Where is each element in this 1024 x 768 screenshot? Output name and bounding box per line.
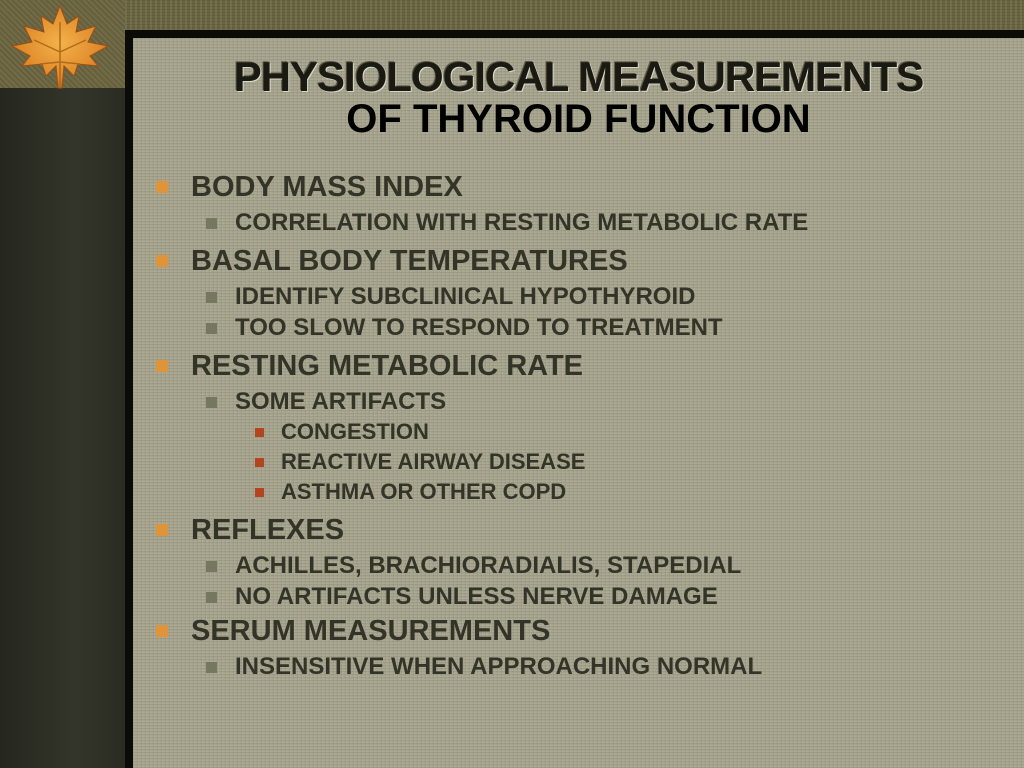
maple-leaf-icon <box>4 2 116 92</box>
list-item-text: CONGESTION <box>281 419 429 444</box>
bullet-list <box>150 168 1010 682</box>
list-item-text: INSENSITIVE WHEN APPROACHING NORMAL <box>235 653 763 680</box>
list-item <box>150 477 1010 507</box>
list-item-text: NO ARTIFACTS UNLESS NERVE DAMAGE <box>235 583 718 610</box>
list-item-text: RESTING METABOLIC RATE <box>191 350 584 382</box>
left-dark-panel <box>0 88 125 768</box>
list-item-text: REACTIVE AIRWAY DISEASE <box>281 449 586 474</box>
list-item <box>150 312 1010 343</box>
square-bullet-icon <box>156 360 168 372</box>
square-bullet-icon <box>255 428 264 437</box>
list-item-text: REFLEXES <box>191 514 345 546</box>
square-bullet-icon <box>206 292 217 303</box>
list-item <box>150 447 1010 477</box>
list-item-text: ASTHMA OR OTHER COPD <box>281 479 567 504</box>
list-item-text: BODY MASS INDEX <box>191 171 463 203</box>
square-bullet-icon <box>156 255 168 267</box>
square-bullet-icon <box>255 488 264 497</box>
list-item-text: TOO SLOW TO RESPOND TO TREATMENT <box>235 314 723 341</box>
title-line-2: OF THYROID FUNCTION <box>346 97 811 141</box>
list-item <box>150 581 1010 612</box>
slide-title <box>133 52 1024 142</box>
list-item <box>150 511 1010 550</box>
square-bullet-icon <box>156 625 168 637</box>
list-item <box>150 550 1010 581</box>
list-item <box>150 386 1010 417</box>
title-line-1: PHYSIOLOGICAL MEASUREMENTS <box>233 53 924 100</box>
list-item <box>150 242 1010 281</box>
square-bullet-icon <box>156 524 168 536</box>
list-item <box>150 281 1010 312</box>
list-item <box>150 207 1010 238</box>
list-item-text: SOME ARTIFACTS <box>235 388 447 415</box>
list-item <box>150 347 1010 386</box>
square-bullet-icon <box>156 181 168 193</box>
list-item <box>150 417 1010 447</box>
square-bullet-icon <box>206 323 217 334</box>
list-item-text: BASAL BODY TEMPERATURES <box>191 245 628 277</box>
list-item-text: SERUM MEASUREMENTS <box>191 615 551 647</box>
list-item-text: ACHILLES, BRACHIORADIALIS, STAPEDIAL <box>235 552 742 579</box>
list-item <box>150 612 1010 651</box>
square-bullet-icon <box>206 662 217 673</box>
square-bullet-icon <box>206 218 217 229</box>
list-item <box>150 168 1010 207</box>
square-bullet-icon <box>206 561 217 572</box>
list-item-text: IDENTIFY SUBCLINICAL HYPOTHYROID <box>235 283 696 310</box>
square-bullet-icon <box>255 458 264 467</box>
left-sidebar-column <box>0 0 125 768</box>
square-bullet-icon <box>206 397 217 408</box>
list-item-text: CORRELATION WITH RESTING METABOLIC RATE <box>235 209 809 236</box>
list-item <box>150 651 1010 682</box>
top-texture-strip <box>0 0 1024 34</box>
square-bullet-icon <box>206 592 217 603</box>
